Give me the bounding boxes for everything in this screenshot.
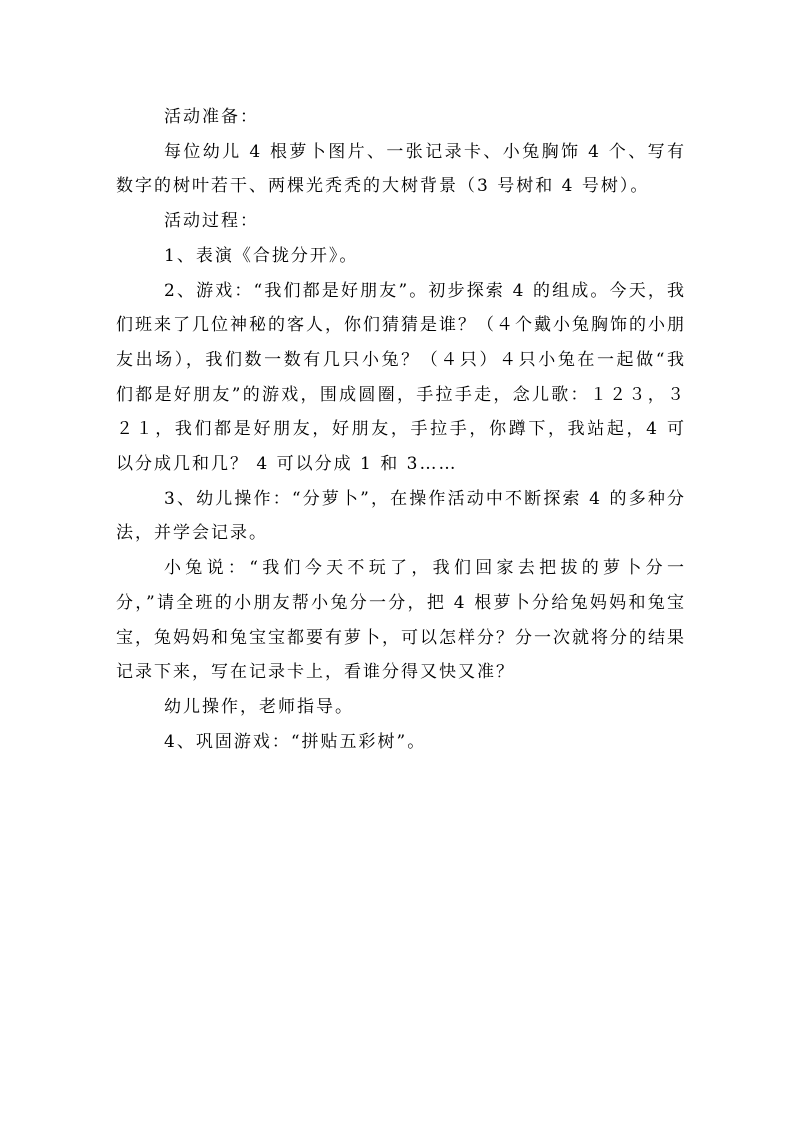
step-3: 3、幼儿操作：“分萝卜”，在操作活动中不断探索 4 的多种分法，并学会记录。 xyxy=(116,488,686,544)
heading-activity-process: 活动过程： xyxy=(164,211,259,232)
step-2: 2、游戏：“我们都是好朋友”。初步探索 4 的组成。今天，我们班来了几位神秘的客人，你们猜猜是谁？（４个戴小兔胸饰的小朋友出场），我们数一数有几只小兔？（４只）４只小兔在一起做“我们都是好朋友”的游戏，围成圆圈，手拉手走，念儿歌：１２３，３２１，我们都是好朋友，好朋友，手拉手，你蹲下，我站起，4 可以分成几和几？ 4 可以分成 1 和 3…… xyxy=(116,280,686,475)
paragraph-rabbit-says: 小兔说：“我们今天不玩了，我们回家去把拔的萝卜分一分，”请全班的小朋友帮小兔分一分，把 4 根萝卜分给兔妈妈和兔宝宝，兔妈妈和兔宝宝都要有萝卜，可以怎样分？分一次就将分的结果记录下来，写在记录卡上，看谁分得又快又准？ xyxy=(116,558,686,683)
step-4: 4、巩固游戏：“拼贴五彩树”。 xyxy=(164,731,427,752)
paragraph-children-operate: 幼儿操作，老师指导。 xyxy=(164,696,354,717)
paragraph-materials: 每位幼儿 4 根萝卜图片、一张记录卡、小兔胸饰 4 个、写有数字的树叶若干、两棵光秃秃的大树背景（3 号树和 4 号树）。 xyxy=(116,141,686,197)
step-1: 1、表演《合拢分开》。 xyxy=(164,245,359,266)
document-body xyxy=(116,100,686,759)
heading-activity-preparation: 活动准备： xyxy=(164,107,259,127)
